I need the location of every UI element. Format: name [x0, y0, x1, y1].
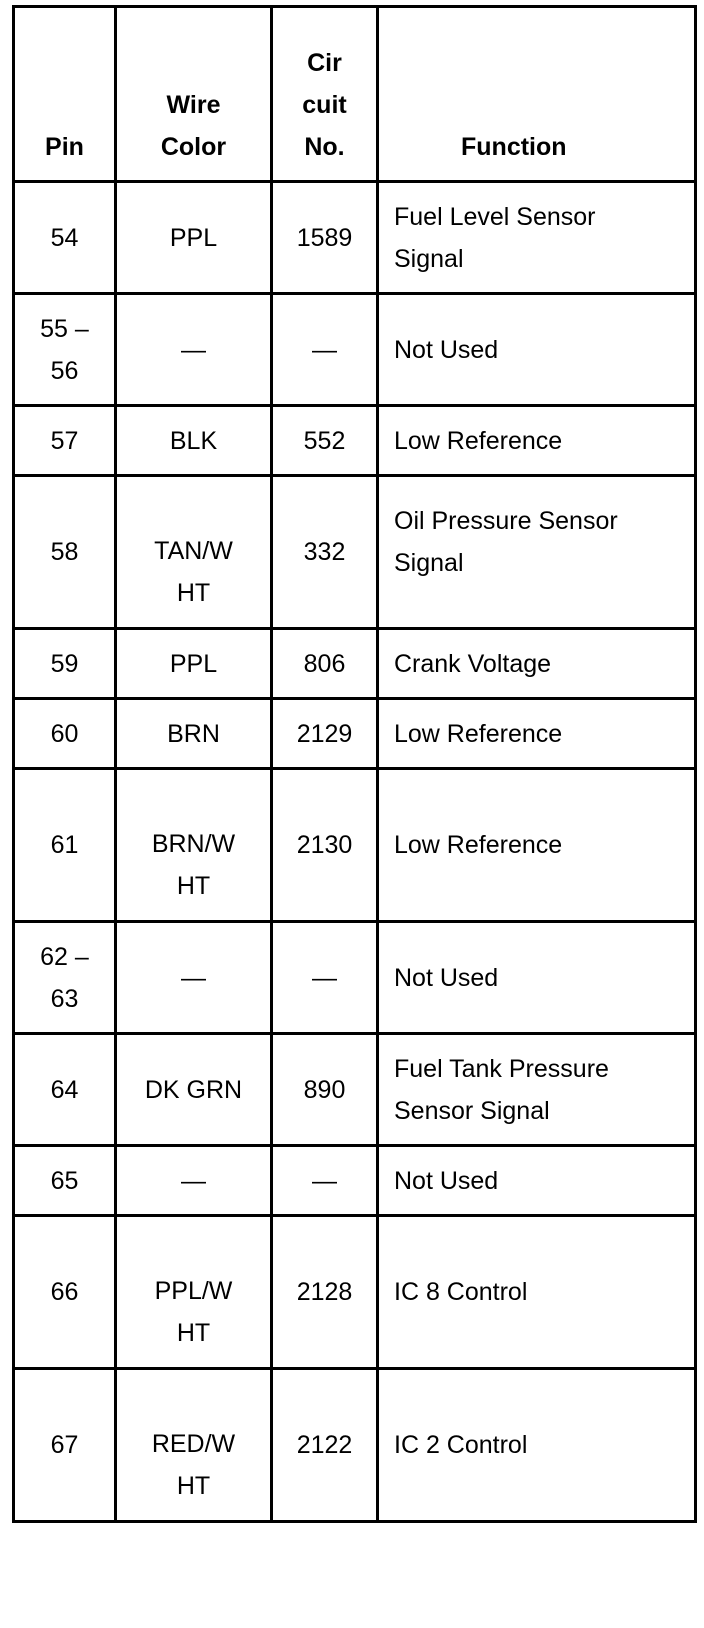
pin-cell: 60 [14, 699, 116, 769]
wire-color-cell: PPL/W HT [116, 1216, 272, 1369]
pin-cell: 54 [14, 182, 116, 294]
circuit-cell: 890 [272, 1034, 378, 1146]
table-row [14, 294, 696, 406]
wire-color-cell: TAN/W HT [116, 476, 272, 629]
table-row [14, 476, 696, 629]
circuit-cell: 332 [272, 476, 378, 629]
circuit-cell: 2130 [272, 769, 378, 922]
wire-color-cell: BRN/W HT [116, 769, 272, 922]
circuit-cell: — [272, 922, 378, 1034]
circuit-cell: 552 [272, 406, 378, 476]
table-row [14, 629, 696, 699]
function-cell: Not Used [378, 922, 696, 1034]
function-cell: Not Used [378, 1146, 696, 1216]
circuit-cell: 2122 [272, 1369, 378, 1522]
function-cell: Fuel Level Sensor Signal [378, 182, 696, 294]
wire-color-cell: RED/W HT [116, 1369, 272, 1522]
wire-color-cell: PPL [116, 629, 272, 699]
function-cell: Low Reference [378, 699, 696, 769]
header-pin: Pin [14, 7, 116, 182]
wire-color-cell: — [116, 922, 272, 1034]
pin-cell: 65 [14, 1146, 116, 1216]
wire-color-cell: BLK [116, 406, 272, 476]
header-function: Function [378, 7, 696, 182]
pin-cell: 62 – 63 [14, 922, 116, 1034]
wire-color-cell: DK GRN [116, 1034, 272, 1146]
function-cell: Not Used [378, 294, 696, 406]
table-row [14, 1369, 696, 1522]
table-row [14, 406, 696, 476]
function-cell: Oil Pressure Sensor Signal [378, 476, 696, 629]
table-row [14, 1216, 696, 1369]
table-row [14, 922, 696, 1034]
table-row [14, 182, 696, 294]
function-cell: Fuel Tank Pressure Sensor Signal [378, 1034, 696, 1146]
header-row [14, 7, 696, 182]
wire-color-cell: BRN [116, 699, 272, 769]
wire-color-cell: — [116, 294, 272, 406]
pin-cell: 58 [14, 476, 116, 629]
function-cell: IC 2 Control [378, 1369, 696, 1522]
table-row [14, 699, 696, 769]
wire-color-cell: — [116, 1146, 272, 1216]
circuit-cell: 1589 [272, 182, 378, 294]
pin-cell: 67 [14, 1369, 116, 1522]
circuit-cell: 2128 [272, 1216, 378, 1369]
header-circuit-no: Cir cuit No. [272, 7, 378, 182]
wire-color-cell: PPL [116, 182, 272, 294]
circuit-cell: — [272, 1146, 378, 1216]
function-cell: Low Reference [378, 406, 696, 476]
pin-cell: 59 [14, 629, 116, 699]
function-cell: IC 8 Control [378, 1216, 696, 1369]
circuit-cell: 806 [272, 629, 378, 699]
pin-cell: 55 – 56 [14, 294, 116, 406]
table-row [14, 1146, 696, 1216]
circuit-cell: 2129 [272, 699, 378, 769]
function-cell: Crank Voltage [378, 629, 696, 699]
header-wire-color: Wire Color [116, 7, 272, 182]
pin-cell: 66 [14, 1216, 116, 1369]
table-row [14, 1034, 696, 1146]
table-row [14, 769, 696, 922]
pin-cell: 61 [14, 769, 116, 922]
circuit-cell: — [272, 294, 378, 406]
function-cell: Low Reference [378, 769, 696, 922]
pin-cell: 64 [14, 1034, 116, 1146]
connector-pinout-table [12, 5, 697, 1523]
pin-cell: 57 [14, 406, 116, 476]
